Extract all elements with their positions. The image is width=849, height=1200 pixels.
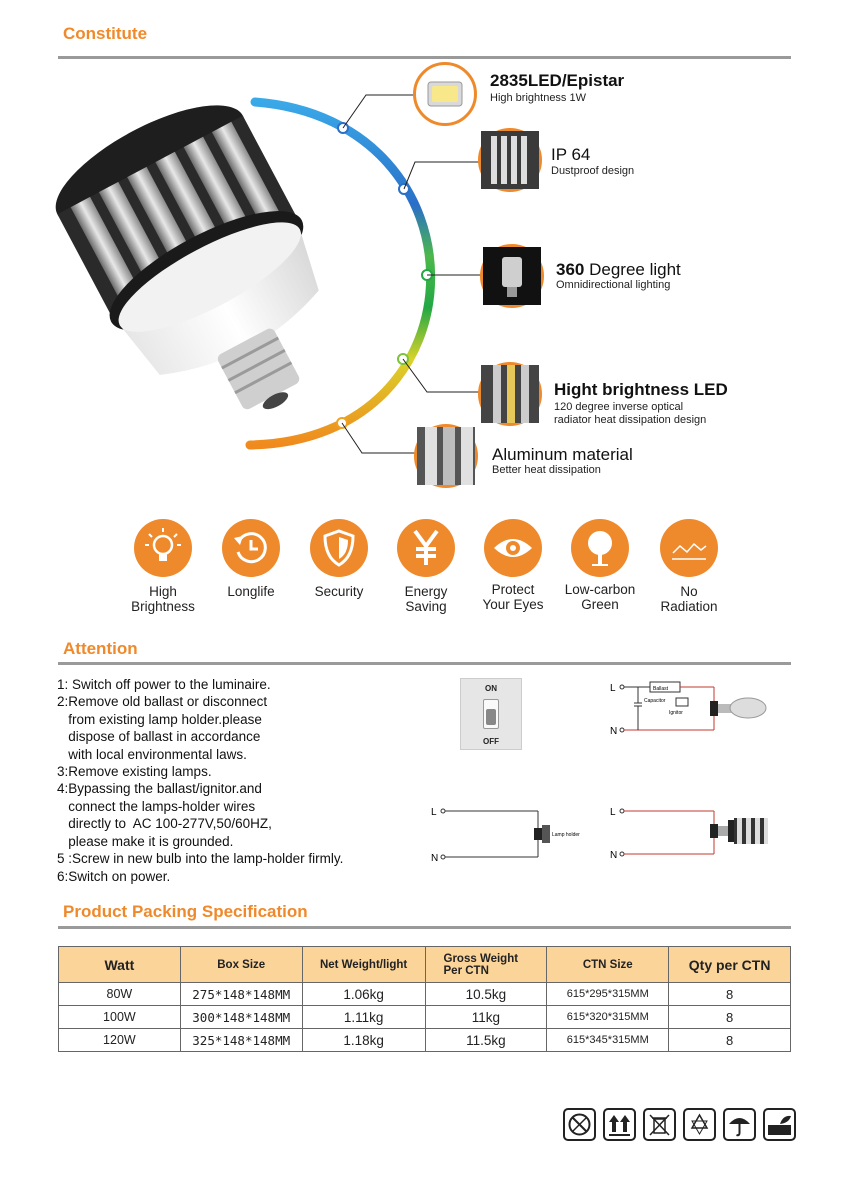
- feature-subtitle: Better heat dissipation: [492, 464, 601, 476]
- section-rule: [58, 662, 791, 665]
- aluminum-thumbnail: [414, 424, 478, 488]
- feature-title: Aluminum material: [492, 445, 633, 464]
- cell-ctn: 615*345*315MM: [547, 1029, 669, 1052]
- attention-line: dispose of ballast in accordance: [57, 729, 261, 744]
- cell-net: 1.06kg: [302, 983, 425, 1006]
- section-title-packing: Product Packing Specification: [63, 902, 308, 921]
- label-l: L: [610, 683, 616, 694]
- table-row: [59, 1029, 791, 1052]
- icon-label: Low-carbon Green: [564, 582, 636, 612]
- led-strip-thumbnail: [478, 362, 542, 426]
- attention-line: 1: Switch off power to the luminaire.: [57, 677, 271, 692]
- feature-subtitle: Dustproof design: [551, 165, 635, 177]
- icon-label: High Brightness: [131, 584, 195, 614]
- cell-watt: 120W: [59, 1029, 181, 1052]
- dustproof-thumbnail: [478, 128, 542, 192]
- feature-title-bold: 360: [556, 260, 585, 279]
- icon-label: No Radiation: [660, 584, 718, 614]
- header-gross-weight: Gross Weight Per CTN: [425, 947, 547, 983]
- cell-box: 300*148*148MM: [180, 1006, 302, 1029]
- header-ctn-size: CTN Size: [547, 947, 669, 983]
- cell-ctn: 615*320*315MM: [547, 1006, 669, 1029]
- cell-box: 325*148*148MM: [180, 1029, 302, 1052]
- no-trash-icon: [643, 1108, 676, 1141]
- shield-icon: [310, 519, 368, 577]
- cell-net: 1.11kg: [302, 1006, 425, 1029]
- table-row: [59, 983, 791, 1006]
- cell-gross: 10.5kg: [425, 983, 547, 1006]
- header-net-weight: Net Weight/light: [302, 947, 425, 983]
- table-header-row: [59, 947, 791, 983]
- icon-label: Energy Saving: [404, 584, 448, 614]
- feature-subtitle: radiator heat dissipation design: [554, 414, 707, 426]
- cell-qty: 8: [669, 1006, 791, 1029]
- cell-watt: 80W: [59, 983, 181, 1006]
- tree-icon: [571, 519, 629, 577]
- section-title-attention: Attention: [63, 639, 138, 658]
- section-rule: [58, 56, 791, 59]
- feature-title: [556, 260, 681, 280]
- no-hook-icon: [563, 1108, 596, 1141]
- cell-qty: 8: [669, 983, 791, 1006]
- attention-line: from existing lamp holder.please: [57, 712, 262, 727]
- label-n: N: [610, 850, 618, 861]
- corn-lamp-wiring-diagram: [606, 800, 781, 870]
- wave-icon: [660, 519, 718, 577]
- cell-qty: 8: [669, 1029, 791, 1052]
- table-row: [59, 1006, 791, 1029]
- label-ballast: Ballast: [653, 686, 669, 692]
- lamp-holder-wiring-diagram: [428, 800, 580, 870]
- feature-title-rest: Degree light: [584, 260, 681, 279]
- ballast-wiring-diagram: [606, 676, 776, 738]
- header-qty: Qty per CTN: [669, 947, 791, 983]
- section-title-constitute: Constitute: [63, 24, 148, 43]
- feature-title: Hight brightness LED: [554, 380, 728, 399]
- omnidirectional-thumbnail: [480, 244, 544, 308]
- label-lamp-holder: Lamp holder: [552, 832, 580, 838]
- cell-gross: 11kg: [425, 1006, 547, 1029]
- carton-icon: [763, 1108, 796, 1141]
- attention-line: 6:Switch on power.: [57, 869, 171, 884]
- attention-line: connect the lamps-holder wires: [57, 799, 256, 814]
- cell-ctn: 615*295*315MM: [547, 983, 669, 1006]
- feature-subtitle: 120 degree inverse optical: [554, 401, 684, 413]
- keep-dry-icon: [723, 1108, 756, 1141]
- cell-net: 1.18kg: [302, 1029, 425, 1052]
- this-way-up-icon: [603, 1108, 636, 1141]
- eye-icon: [484, 519, 542, 577]
- led-chip-thumbnail: [413, 62, 477, 126]
- header-box-size: Box Size: [180, 947, 302, 983]
- label-capacitor: Capacitor: [644, 698, 666, 704]
- icon-label: Protect Your Eyes: [482, 582, 544, 612]
- cell-box: 275*148*148MM: [180, 983, 302, 1006]
- clock-icon: [222, 519, 280, 577]
- bulb-icon: [134, 519, 192, 577]
- attention-line: 4:Bypassing the ballast/ignitor.and: [57, 781, 262, 796]
- feature-title: 2835LED/Epistar: [490, 71, 625, 90]
- feature-title: IP 64: [551, 145, 591, 164]
- attention-line: 3:Remove existing lamps.: [57, 764, 212, 779]
- attention-line: 2:Remove old ballast or disconnect: [57, 694, 268, 709]
- label-l: L: [431, 807, 437, 818]
- recycle-icon: [683, 1108, 716, 1141]
- product-illustration: [40, 60, 480, 480]
- attention-line: please make it is grounded.: [57, 834, 234, 849]
- cell-watt: 100W: [59, 1006, 181, 1029]
- label-n: N: [431, 853, 439, 864]
- attention-line: directly to AC 100-277V,50/60HZ,: [57, 816, 272, 831]
- label-l: L: [610, 807, 616, 818]
- label-ignitor: Ignitor: [669, 710, 683, 716]
- feature-subtitle: Omnidirectional lighting: [556, 279, 671, 291]
- attention-line: 5 :Screw in new bulb into the lamp-holder firmly.: [57, 851, 344, 866]
- icon-label: Security: [314, 584, 364, 599]
- feature-subtitle: High brightness 1W: [490, 92, 586, 104]
- packing-table: [58, 946, 791, 1052]
- label-n: N: [610, 726, 618, 737]
- attention-line: with local environmental laws.: [57, 747, 247, 762]
- cell-gross: 11.5kg: [425, 1029, 547, 1052]
- header-watt: Watt: [59, 947, 181, 983]
- power-switch-image: ON OFF: [460, 678, 522, 750]
- yen-icon: [397, 519, 455, 577]
- icon-label: Longlife: [227, 584, 275, 599]
- section-rule: [58, 926, 791, 929]
